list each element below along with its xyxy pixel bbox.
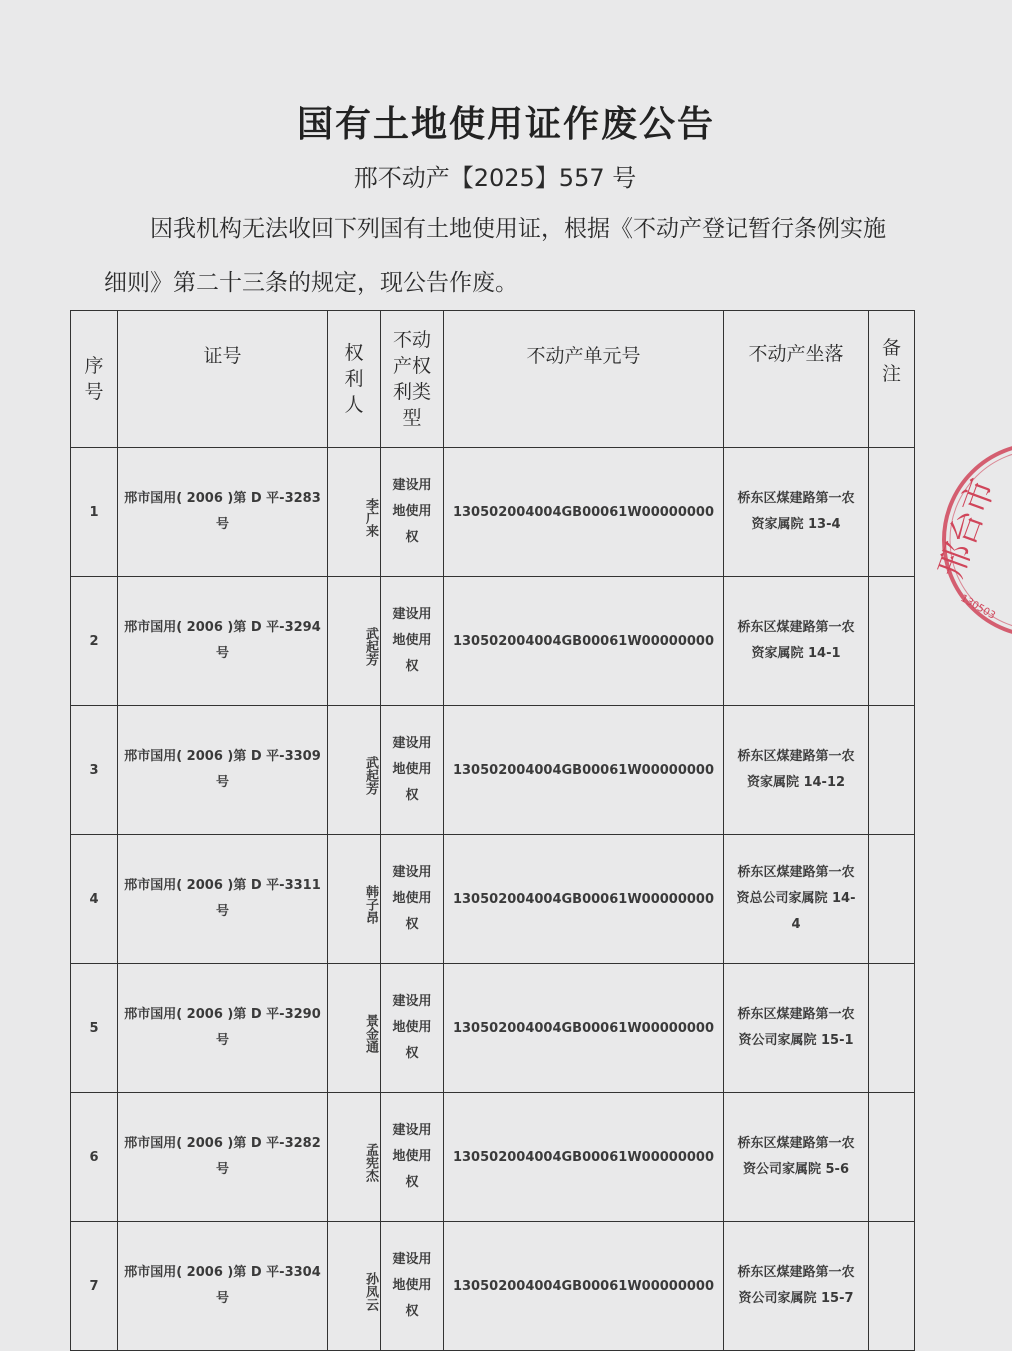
unit-number: 130502004004GB00061W00000000 — [444, 835, 724, 964]
note — [869, 835, 915, 964]
unit-number: 130502004004GB00061W00000000 — [444, 448, 724, 577]
official-seal — [930, 440, 1012, 640]
row-number: 4 — [71, 835, 118, 964]
unit-number: 130502004004GB00061W00000000 — [444, 706, 724, 835]
unit-number: 130502004004GB00061W00000000 — [444, 1093, 724, 1222]
row-number: 5 — [71, 964, 118, 1093]
unit-number: 130502004004GB00061W00000000 — [444, 964, 724, 1093]
owner-name: 武起芳 — [328, 577, 381, 706]
document-number: 邢不动产【2025】557 号 — [353, 164, 637, 192]
table-row — [71, 964, 915, 1093]
page-title: 国有土地使用证作废公告 — [296, 103, 715, 145]
certificate-number: 邢市国用( 2006 )第 D 平-3290 号 — [118, 964, 328, 1093]
note — [869, 706, 915, 835]
header-owner: 权利人 — [328, 311, 381, 448]
owner-name: 孙凤云 — [328, 1222, 381, 1351]
right-type: 建设用地使用权 — [381, 577, 444, 706]
table-row — [71, 1222, 915, 1351]
note — [869, 448, 915, 577]
note — [869, 1222, 915, 1351]
header-unit: 不动产单元号 — [444, 311, 724, 448]
note — [869, 964, 915, 1093]
row-number: 1 — [71, 448, 118, 577]
owner-name: 韩子昂 — [328, 835, 381, 964]
location: 桥东区煤建路第一农资公司家属院 5-6 — [724, 1093, 869, 1222]
header-note: 备注 — [869, 311, 915, 448]
note — [869, 1093, 915, 1222]
location: 桥东区煤建路第一农资家属院 14-12 — [724, 706, 869, 835]
certificate-number: 邢市国用( 2006 )第 D 平-3294 号 — [118, 577, 328, 706]
location: 桥东区煤建路第一农资公司家属院 15-7 — [724, 1222, 869, 1351]
right-type: 建设用地使用权 — [381, 1222, 444, 1351]
header-location: 不动产坐落 — [724, 311, 869, 448]
notice-paragraph: 因我机构无法收回下列国有土地使用证，根据《不动产登记暂行条例实施细则》第二十三条的规定，现公告作废。 — [104, 216, 886, 296]
location: 桥东区煤建路第一农资家属院 13-4 — [724, 448, 869, 577]
owner-name: 李广来 — [328, 448, 381, 577]
header-cert: 证号 — [118, 311, 328, 448]
note — [869, 577, 915, 706]
owner-name: 景金通 — [328, 964, 381, 1093]
location: 桥东区煤建路第一农资公司家属院 15-1 — [724, 964, 869, 1093]
svg-text:130503: 130503 — [958, 593, 998, 622]
table-row — [71, 448, 915, 577]
right-type: 建设用地使用权 — [381, 964, 444, 1093]
right-type: 建设用地使用权 — [381, 1093, 444, 1222]
certificate-table — [70, 310, 915, 1351]
unit-number: 130502004004GB00061W00000000 — [444, 1222, 724, 1351]
table-header-row — [71, 311, 915, 448]
row-number: 7 — [71, 1222, 118, 1351]
right-type: 建设用地使用权 — [381, 448, 444, 577]
right-type: 建设用地使用权 — [381, 706, 444, 835]
row-number: 3 — [71, 706, 118, 835]
svg-text:邢台市: 邢台市 — [930, 473, 1004, 584]
header-no: 序号 — [71, 311, 118, 448]
owner-name: 武起芳 — [328, 706, 381, 835]
table-row — [71, 835, 915, 964]
unit-number: 130502004004GB00061W00000000 — [444, 577, 724, 706]
location: 桥东区煤建路第一农资家属院 14-1 — [724, 577, 869, 706]
owner-name: 孟宪杰 — [328, 1093, 381, 1222]
header-type: 不动产权利类型 — [381, 311, 444, 448]
certificate-number: 邢市国用( 2006 )第 D 平-3283 号 — [118, 448, 328, 577]
right-type: 建设用地使用权 — [381, 835, 444, 964]
table-row — [71, 1093, 915, 1222]
certificate-number: 邢市国用( 2006 )第 D 平-3311 号 — [118, 835, 328, 964]
certificate-number: 邢市国用( 2006 )第 D 平-3282 号 — [118, 1093, 328, 1222]
table-row — [71, 577, 915, 706]
certificate-number: 邢市国用( 2006 )第 D 平-3309 号 — [118, 706, 328, 835]
row-number: 2 — [71, 577, 118, 706]
certificate-number: 邢市国用( 2006 )第 D 平-3304 号 — [118, 1222, 328, 1351]
location: 桥东区煤建路第一农资总公司家属院 14-4 — [724, 835, 869, 964]
row-number: 6 — [71, 1093, 118, 1222]
table-row — [71, 706, 915, 835]
